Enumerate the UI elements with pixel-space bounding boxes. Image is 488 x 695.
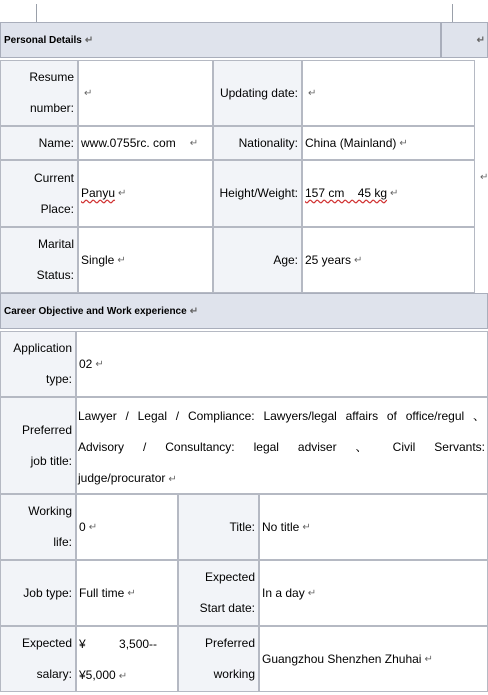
personal-details-title: Personal Details	[4, 34, 82, 46]
updating-date-value	[302, 60, 475, 126]
paragraph-mark-icon: ↵	[117, 254, 126, 266]
current-place-label: Current Place:	[0, 160, 78, 227]
title-label: Title:	[178, 494, 259, 560]
resume-number-value	[78, 60, 213, 126]
paragraph-mark-icon: ↵	[189, 305, 199, 317]
career-objective-header	[0, 293, 488, 329]
paragraph-mark-icon: ↵	[127, 587, 136, 599]
nationality-value: China (Mainland) ↵	[302, 126, 475, 160]
personal-details-header	[0, 22, 441, 58]
row-end-mark-icon: ↵	[480, 172, 488, 183]
paragraph-mark-icon: ↵	[307, 587, 317, 599]
paragraph-mark-icon: ↵	[118, 188, 127, 199]
margin-guide-right	[452, 4, 453, 22]
paragraph-mark-icon: ↵	[354, 254, 363, 266]
job-type-label: Job type:	[0, 560, 76, 626]
preferred-working-label: Preferred working	[178, 626, 259, 692]
paragraph-mark-icon: ↵	[88, 521, 98, 533]
preferred-working-value: Guangzhou Shenzhen Zhuhai ↵	[259, 626, 488, 692]
marital-status-value: Single ↵	[78, 227, 213, 293]
height-weight-label: Height/Weight:	[213, 160, 302, 227]
paragraph-mark-icon: ↵	[476, 34, 485, 46]
paragraph-mark-icon: ↵	[302, 521, 311, 533]
height-weight-value: 157 cm 45 kg ↵	[302, 160, 475, 227]
working-life-label: Working life:	[0, 494, 76, 560]
name-label: Name:	[0, 126, 78, 160]
application-type-value: 02 ↵	[76, 331, 488, 397]
resume-number-label: Resume number:	[0, 60, 78, 126]
updating-date-label: Updating date:	[213, 60, 302, 126]
paragraph-mark-icon: ↵	[118, 671, 128, 682]
expected-start-date-label: Expected Start date:	[178, 560, 259, 626]
age-value: 25 years ↵	[302, 227, 475, 293]
margin-guide-left	[36, 4, 37, 22]
name-value: www.0755rc. com ↵	[78, 126, 213, 160]
preferred-job-title-value: Lawyer / Legal / Compliance: Lawyers/legal affairs of office/regul 、 Advisory / Consultancy: legal adviser 、 Civil Servants: judge/procurator ↵	[76, 397, 488, 494]
working-life-value: 0 ↵	[76, 494, 178, 560]
paragraph-mark-icon: ↵	[84, 87, 93, 99]
expected-salary-label: Expected salary:	[0, 626, 76, 692]
paragraph-mark-icon: ↵	[95, 358, 104, 370]
paragraph-mark-icon: ↵	[189, 137, 199, 149]
paragraph-mark-icon: ↵	[424, 653, 433, 665]
paragraph-mark-icon: ↵	[308, 87, 317, 99]
paragraph-mark-icon: ↵	[390, 188, 399, 199]
paragraph-mark-icon: ↵	[84, 34, 94, 46]
age-label: Age:	[213, 227, 302, 293]
paragraph-mark-icon: ↵	[168, 474, 177, 485]
header-side-cell	[441, 22, 488, 58]
paragraph-mark-icon: ↵	[399, 137, 408, 149]
current-place-value: Panyu ↵	[78, 160, 213, 227]
marital-status-label: Marital Status:	[0, 227, 78, 293]
title-value: No title ↵	[259, 494, 488, 560]
job-type-value: Full time ↵	[76, 560, 178, 626]
expected-start-date-value: In a day ↵	[259, 560, 488, 626]
career-objective-title: Career Objective and Work experience	[4, 305, 187, 317]
preferred-job-title-label: Preferred job title:	[0, 397, 76, 494]
application-type-label: Application type:	[0, 331, 76, 397]
nationality-label: Nationality:	[213, 126, 302, 160]
expected-salary-value: ¥ 3,500-- ¥5,000 ↵	[76, 626, 178, 692]
